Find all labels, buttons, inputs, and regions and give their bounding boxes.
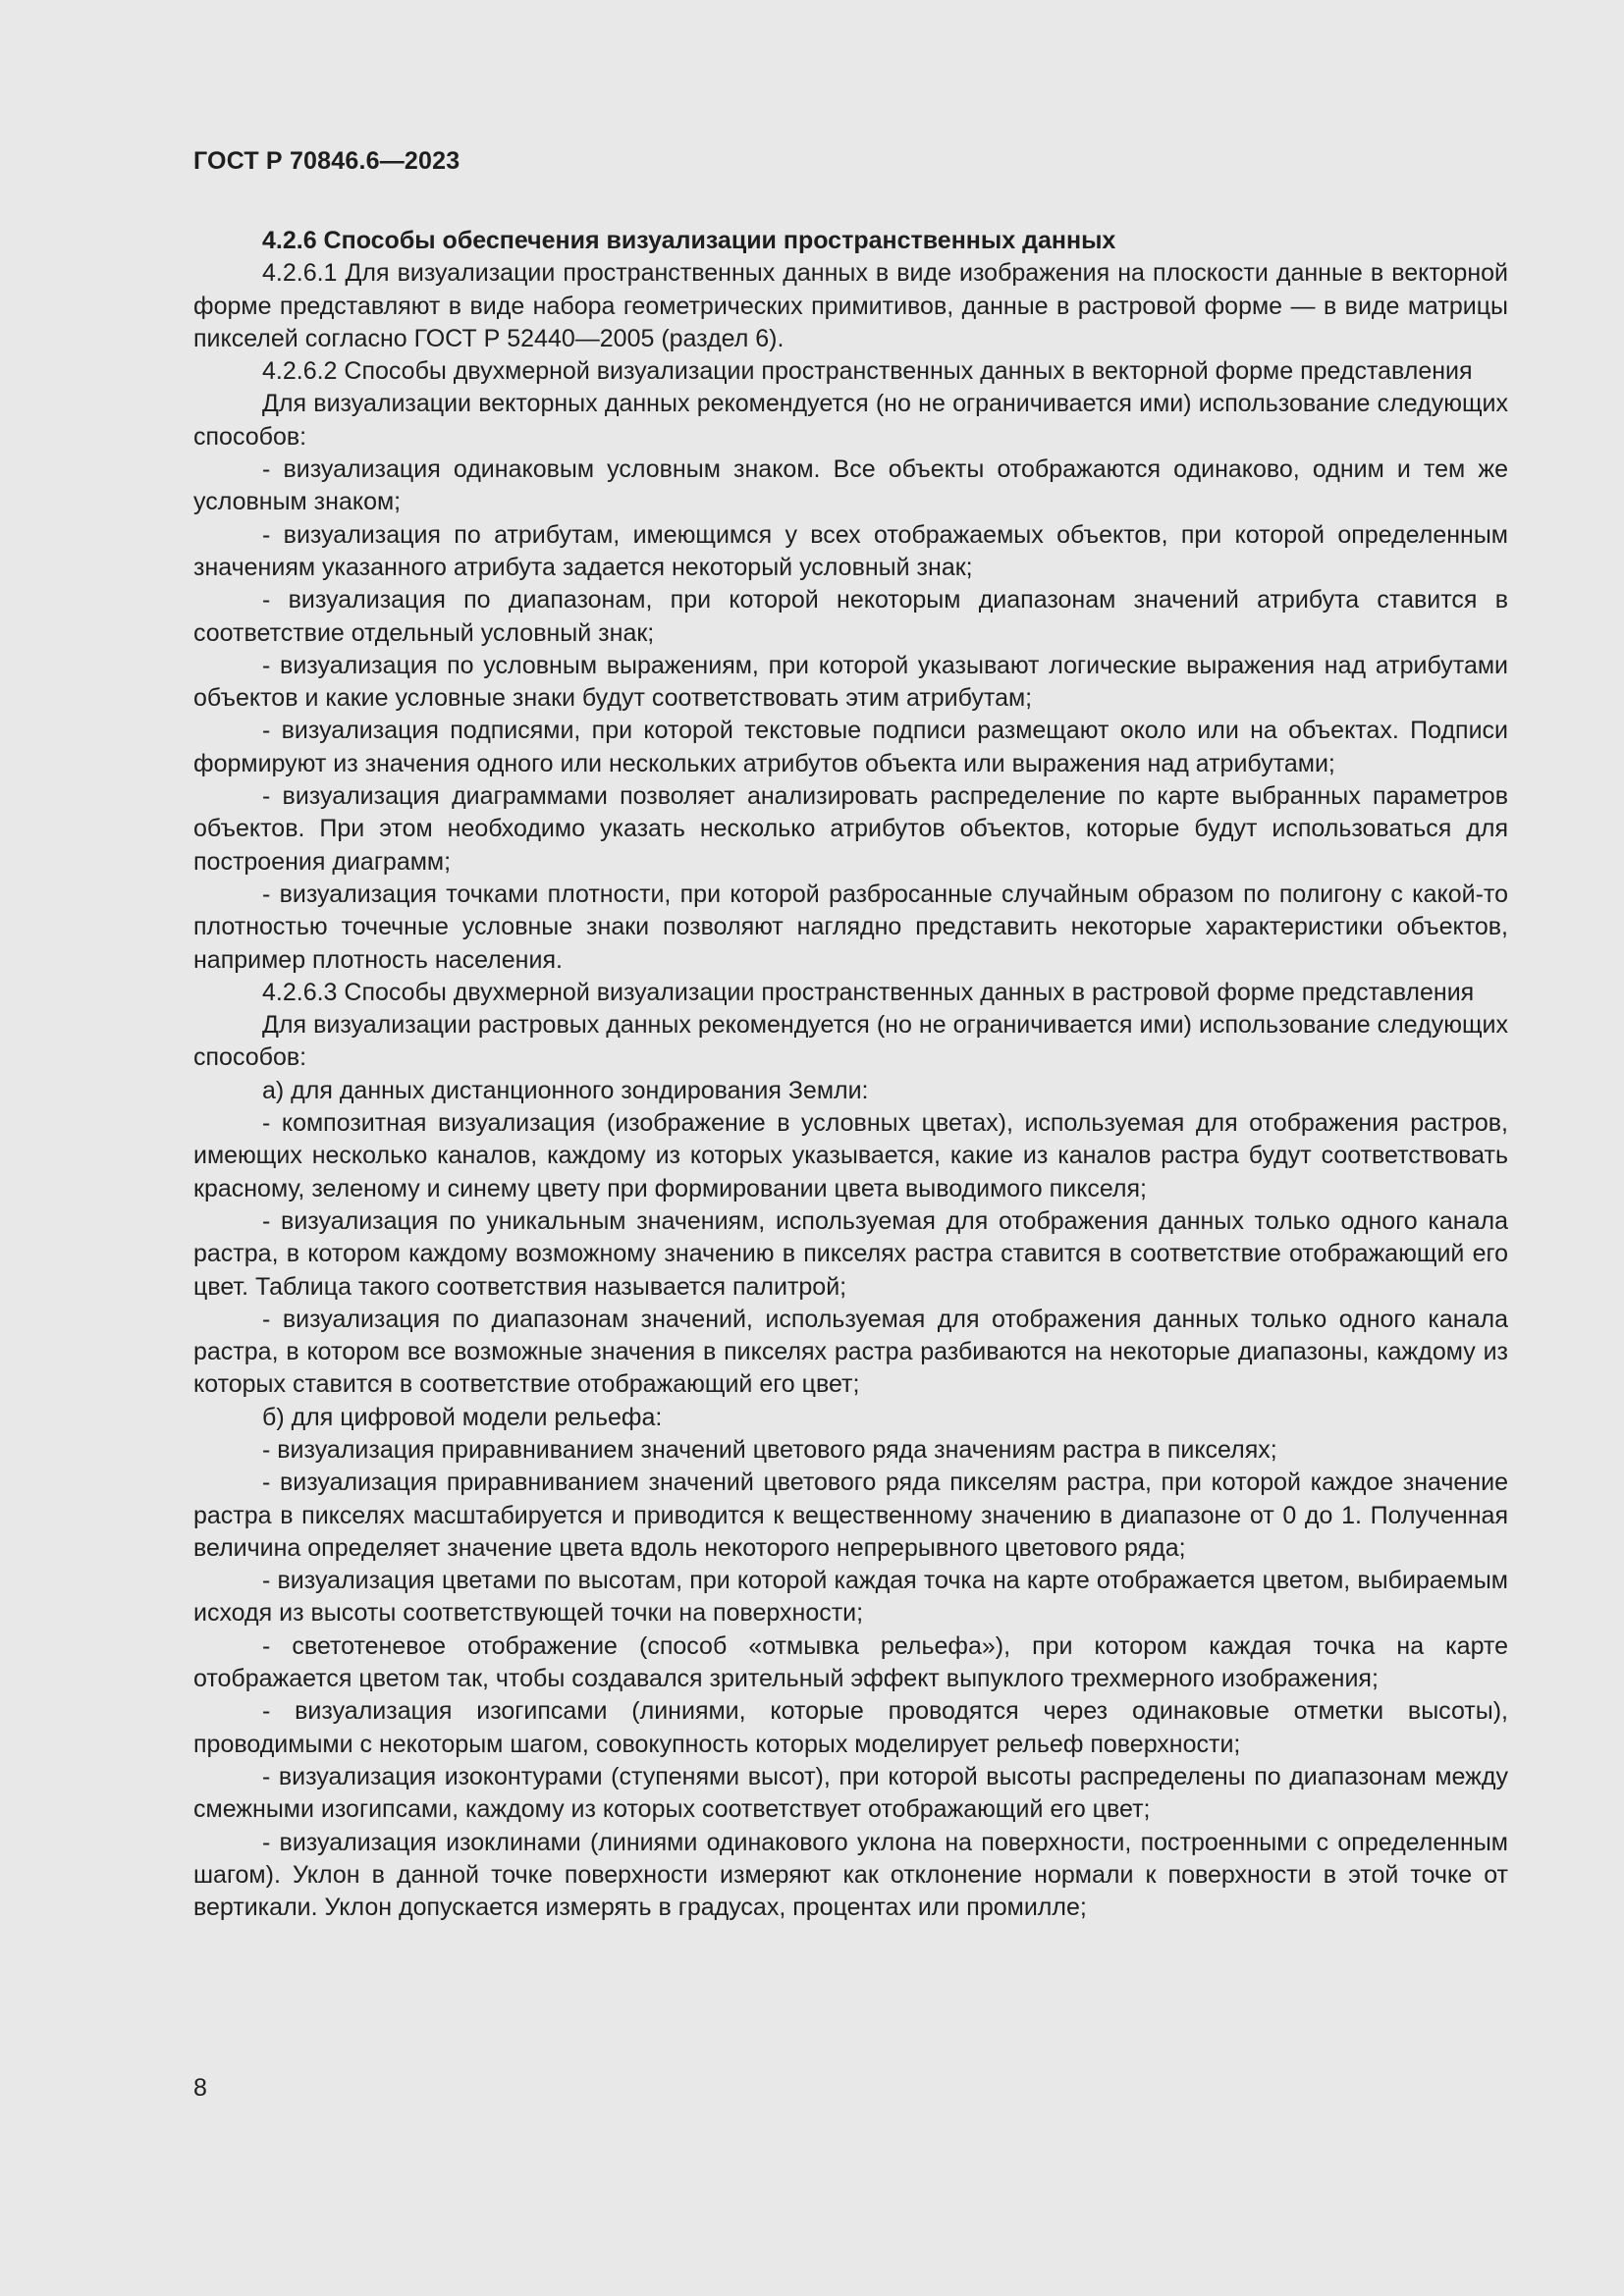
list-item: - визуализация одинаковым условным знаком. Все объекты отображаются одинаково, одним и тем же условным знаком; (193, 455, 1508, 516)
list-item: - визуализация изоклинами (линиями одинакового уклона на поверхности, построенными с определенным шагом). Уклон в данной точке поверхности измеряют как отклонение нормали к поверхности в этой точке от вертикали. Уклон допускается измерять в градусах, процентах или промилле; (193, 1828, 1508, 1922)
list-item: - визуализация по атрибутам, имеющимся у всех отображаемых объектов, при которой определенным значениям указанного атрибута задается некоторый условный знак; (193, 520, 1508, 581)
paragraph: 4.2.6.3 Способы двухмерной визуализации пространственных данных в растровой форме представления (262, 978, 1475, 1006)
list-item: - визуализация по условным выражениям, при которой указывают логические выражения над атрибутами объектов и какие условные знаки будут соответствовать этим атрибутам; (193, 651, 1508, 713)
paragraph: 4.2.6.1 Для визуализации пространственных данных в виде изображения на плоскости данные в векторной форме представляют в виде набора геометрических примитивов, данные в растровой форме — в виде матрицы пикселей согласно ГОСТ Р 52440—2005 (раздел 6). (193, 259, 1508, 352)
list-item: - визуализация приравниванием значений цветового ряда пикселям растра, при которой каждое значение растра в пикселях масштабируется и приводится к вещественному значению в диапазоне от 0 до 1. Полученная величина определяет значение цвета вдоль некоторого непрерывного цветового ряда; (193, 1468, 1508, 1562)
list-item: - визуализация приравниванием значений цветового ряда значениям растра в пикселях; (262, 1435, 1277, 1464)
page-number: 8 (193, 2074, 207, 2102)
list-item: - визуализация изоконтурами (ступенями высот), при которой высоты распределены по диапазонам между смежными изогипсами, каждому из которых соответствует отображающий его цвет; (193, 1762, 1508, 1824)
sublist-label: б) для цифровой модели рельефа: (262, 1403, 663, 1431)
document-header: ГОСТ Р 70846.6—2023 (193, 147, 460, 175)
list-item: - светотеневое отображение (способ «отмывка рельефа»), при котором каждая точка на карте отображается цветом так, чтобы создавался зрительный эффект выпуклого трехмерного изображения; (193, 1631, 1508, 1693)
list-item: - композитная визуализация (изображение в условных цветах), используемая для отображения растров, имеющих несколько каналов, каждому из которых указывается, какие из каналов растра будут соответствовать красному, зеленому и синему цвету при формировании цвета выводимого пикселя; (193, 1109, 1508, 1202)
list-item: - визуализация изогипсами (линиями, которые проводятся через одинаковые отметки высоты), проводимыми с некоторым шагом, совокупность которых моделирует рельеф поверхности; (193, 1697, 1508, 1758)
list-item: - визуализация подписями, при которой текстовые подписи размещают около или на объектах. Подписи формируют из значения одного или нескольких атрибутов объекта или выражения над атрибутами; (193, 717, 1508, 777)
paragraph: Для визуализации растровых данных рекомендуется (но не ограничивается ими) использование следующих способов: (193, 1011, 1508, 1072)
list-item: - визуализация цветами по высотам, при которой каждая точка на карте отображается цветом, выбираемым исходя из высоты соответствующей точки на поверхности; (193, 1567, 1508, 1628)
sublist-label: а) для данных дистанционного зондирования Земли: (262, 1076, 869, 1104)
list-item: - визуализация по уникальным значениям, используемая для отображения данных только одного канала растра, в котором каждому возможному значению в пикселях растра ставится в соответствие отображающий его цвет. Таблица такого соответствия называется палитрой; (193, 1206, 1508, 1301)
paragraph: Для визуализации векторных данных рекомендуется (но не ограничивается ими) использование следующих способов: (193, 390, 1508, 451)
list-item: - визуализация диаграммами позволяет анализировать распределение по карте выбранных параметров объектов. При этом необходимо указать несколько атрибутов объектов, которые будут использоваться для построения диаграмм; (193, 782, 1508, 876)
document-body (193, 225, 1508, 1924)
paragraph: 4.2.6.2 Способы двухмерной визуализации пространственных данных в векторной форме представления (262, 357, 1473, 386)
section-heading: 4.2.6 Способы обеспечения визуализации пространственных данных (262, 227, 1116, 254)
list-item: - визуализация точками плотности, при которой разбросанные случайным образом по полигону с какой-то плотностью точечные условные знаки позволяют наглядно представить некоторые характеристики объектов, например плотность населения. (193, 880, 1508, 974)
list-item: - визуализация по диапазонам значений, используемая для отображения данных только одного канала растра, в котором все возможные значения в пикселях растра разбиваются на некоторые диапазоны, каждому из которых ставится в соответствие отображающий его цвет; (193, 1305, 1508, 1399)
list-item: - визуализация по диапазонам, при которой некоторым диапазонам значений атрибута ставится в соответствие отдельный условный знак; (193, 586, 1508, 647)
